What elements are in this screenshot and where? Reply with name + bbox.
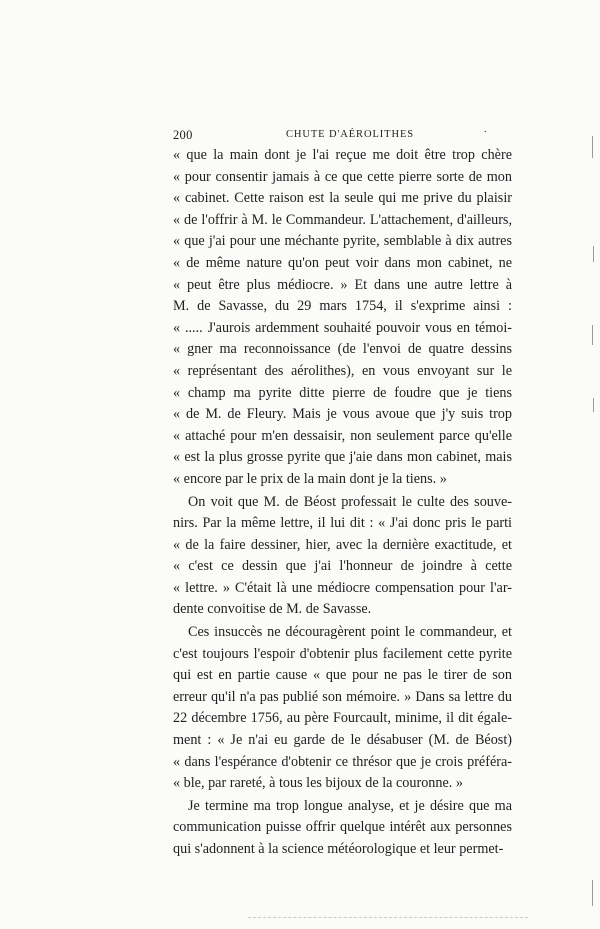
text-line: Je termine ma trop longue analyse, et je désire que ma	[188, 797, 512, 814]
running-title: CHUTE D'AÉROLITHES	[285, 129, 415, 140]
text-line: c'est toujours l'espoir d'obtenir plus facilement cette pyrite	[173, 645, 512, 662]
text-line: On voit que M. de Béost professait le culte des souve-	[188, 493, 512, 510]
margin-mark	[592, 880, 593, 906]
text-line: « lettre. » C'était là une médiocre compensation pour l'ar-	[173, 579, 512, 596]
paragraph	[173, 492, 512, 622]
text-line: « ble, par rareté, à tous les bijoux de la couronne. »	[173, 775, 463, 792]
text-line: « que j'ai pour une méchante pyrite, semblable à dix autres	[173, 233, 512, 250]
text-line: « de l'offrir à M. le Commandeur. L'attachement, d'ailleurs,	[173, 211, 512, 228]
text-line: erreur qu'il n'a pas publié son mémoire. » Dans sa lettre du	[173, 688, 512, 705]
header-dot: ·	[483, 127, 487, 138]
page-number: 200	[173, 128, 193, 142]
text-line: « c'est ce dessin que j'ai l'honneur de joindre à cette	[173, 558, 512, 575]
text-line: « ..... J'aurois ardemment souhaité pouvoir vous en témoi-	[173, 319, 512, 336]
bottom-scan-rule	[248, 917, 528, 918]
paragraph	[173, 796, 512, 861]
paragraph	[173, 145, 512, 491]
text-line: « que la main dont je l'ai reçue me doit être trop chère	[173, 147, 512, 163]
text-line: qui est en partie cause « que pour ne pas le tirer de son	[173, 667, 512, 684]
text-line: « est la plus grosse pyrite que j'aie dans mon cabinet, mais	[173, 449, 512, 466]
margin-mark	[593, 246, 594, 262]
text-line: « encore par le prix de la main dont je la tiens. »	[173, 470, 447, 487]
text-line: communication puisse offrir quelque intérêt aux personnes	[173, 819, 512, 836]
text-line: 22 décembre 1756, au père Fourcault, minime, il dit égale-	[173, 710, 512, 727]
text-line: « représentant des aérolithes), en vous envoyant sur le	[173, 362, 512, 379]
paragraph-list	[173, 145, 512, 861]
text-line: M. de Savasse, du 29 mars 1754, il s'exprime ainsi :	[173, 298, 512, 315]
margin-mark	[592, 136, 593, 158]
page-header	[173, 127, 513, 143]
text-line: Ces insuccès ne découragèrent point le commandeur, et	[188, 624, 512, 641]
text-line: « peut être plus médiocre. » Et dans une autre lettre à	[173, 276, 512, 293]
text-line: « pour consentir jamais à ce que cette pierre sorte de mon	[173, 168, 512, 185]
text-line: qui s'adonnent à la science météorologique et leur permet-	[173, 841, 504, 857]
text-line: « dans l'espérance d'obtenir ce thrésor que je crois préféra-	[173, 753, 512, 770]
text-line: « attaché pour m'en dessaisir, non seulement parce qu'elle	[173, 427, 512, 444]
text-line: « de la faire dessiner, hier, avec la dernière exactitude, et	[173, 536, 512, 553]
margin-mark	[592, 325, 593, 345]
margin-mark	[593, 398, 594, 412]
text-line: ment : « Je n'ai eu garde de le désabuser (M. de Béost)	[173, 732, 512, 749]
text-line: « gner ma reconnoissance (de l'envoi de quatre dessins	[173, 341, 512, 358]
text-line: dente convoitise de M. de Savasse.	[173, 601, 372, 618]
body-text	[173, 145, 512, 861]
paragraph	[173, 622, 512, 795]
text-line: « champ ma pyrite ditte pierre de foudre que je tiens	[173, 384, 512, 401]
text-line: « cabinet. Cette raison est la seule qui me prive du plaisir	[173, 190, 512, 207]
text-line: « de même nature qu'on peut voir dans mon cabinet, ne	[173, 254, 512, 271]
text-line: « de M. de Fleury. Mais je vous avoue que j'y suis trop	[173, 406, 512, 423]
text-line: nirs. Par la même lettre, il lui dit : « J'ai donc pris le parti	[173, 515, 512, 532]
